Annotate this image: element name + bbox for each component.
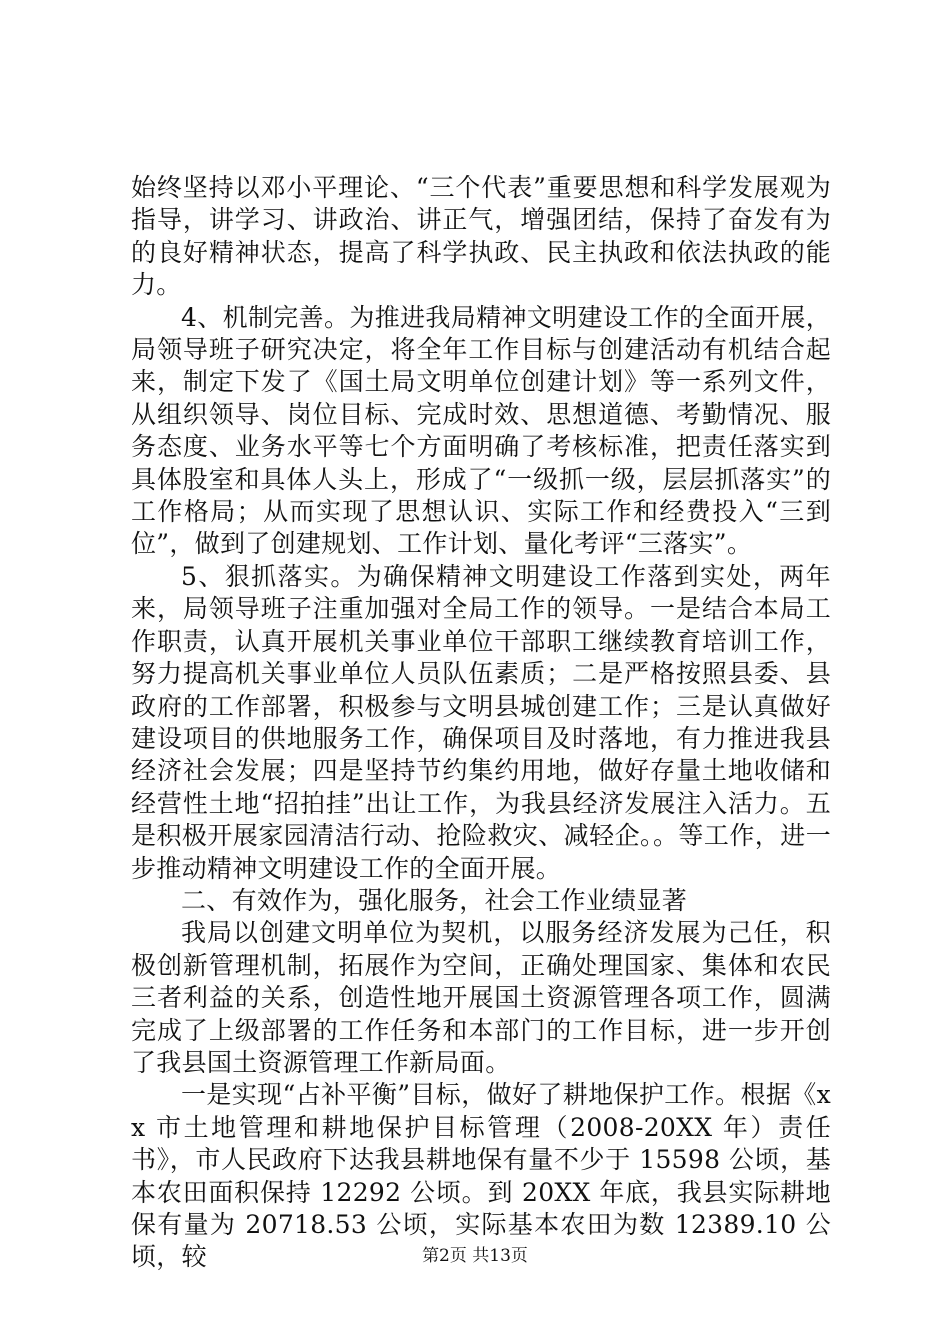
paragraph-1: 始终坚持以邓小平理论、“三个代表”重要思想和科学发展观为指导，讲学习、讲政治、讲正气，增强团结，保持了奋发有为的良好精神状态，提高了科学执政、民主执政和依法执政的能力。 — [131, 173, 831, 300]
page-footer: 第2页 共13页 — [422, 1246, 528, 1266]
paragraph-5: 一是实现“占补平衡”目标，做好了耕地保护工作。根据《xx 市土地管理和耕地保护目标管理（2008-20XX 年）责任书》，市人民政府下达我县耕地保有量不少于 15598 公顷，基本农田面积保持 12292 公顷。到 20XX 年底，我县实际耕地保有量为 20718.53 公顷，实际基本农田为数 12389.10 公顷，较 — [131, 1080, 831, 1272]
paragraph-2: 4、机制完善。为推进我局精神文明建设工作的全面开展，局领导班子研究决定，将全年工作目标与创建活动有机结合起来，制定下发了《国土局文明单位创建计划》等一系列文件，从组织领导、岗位目标、完成时效、思想道德、考勤情况、服务态度、业务水平等七个方面明确了考核标准，把责任落实到具体股室和具体人头上，形成了“一级抓一级，层层抓落实”的工作格局；从而实现了思想认识、实际工作和经费投入“三到位”，做到了创建规划、工作计划、量化考评“三落实”。 — [131, 302, 831, 559]
paragraph-3: 5、狠抓落实。为确保精神文明建设工作落到实处，两年来，局领导班子注重加强对全局工作的领导。一是结合本局工作职责，认真开展机关事业单位干部职工继续教育培训工作，努力提高机关事业单位人员队伍素质；二是严格按照县委、县政府的工作部署，积极参与文明县城创建工作；三是认真做好建设项目的供地服务工作，确保项目及时落地，有力推进我县经济社会发展；四是坚持节约集约用地，做好存量土地收储和经营性土地“招拍挂”出让工作，为我县经济发展注入活力。五是积极开展家园清洁行动、抢险救灾、减轻企。。等工作，进一步推动精神文明建设工作的全面开展。 — [131, 561, 831, 883]
paragraph-4: 我局以创建文明单位为契机，以服务经济发展为己任，积极创新管理机制，拓展作为空间，正确处理国家、集体和农民三者利益的关系，创造性地开展国土资源管理各项工作，圆满完成了上级部署的工作任务和本部门的工作目标，进一步开创了我县国土资源管理工作新局面。 — [131, 918, 831, 1077]
document-body — [131, 172, 831, 1274]
section-heading: 二、有效作为，强化服务，社会工作业绩显著 — [181, 885, 688, 915]
